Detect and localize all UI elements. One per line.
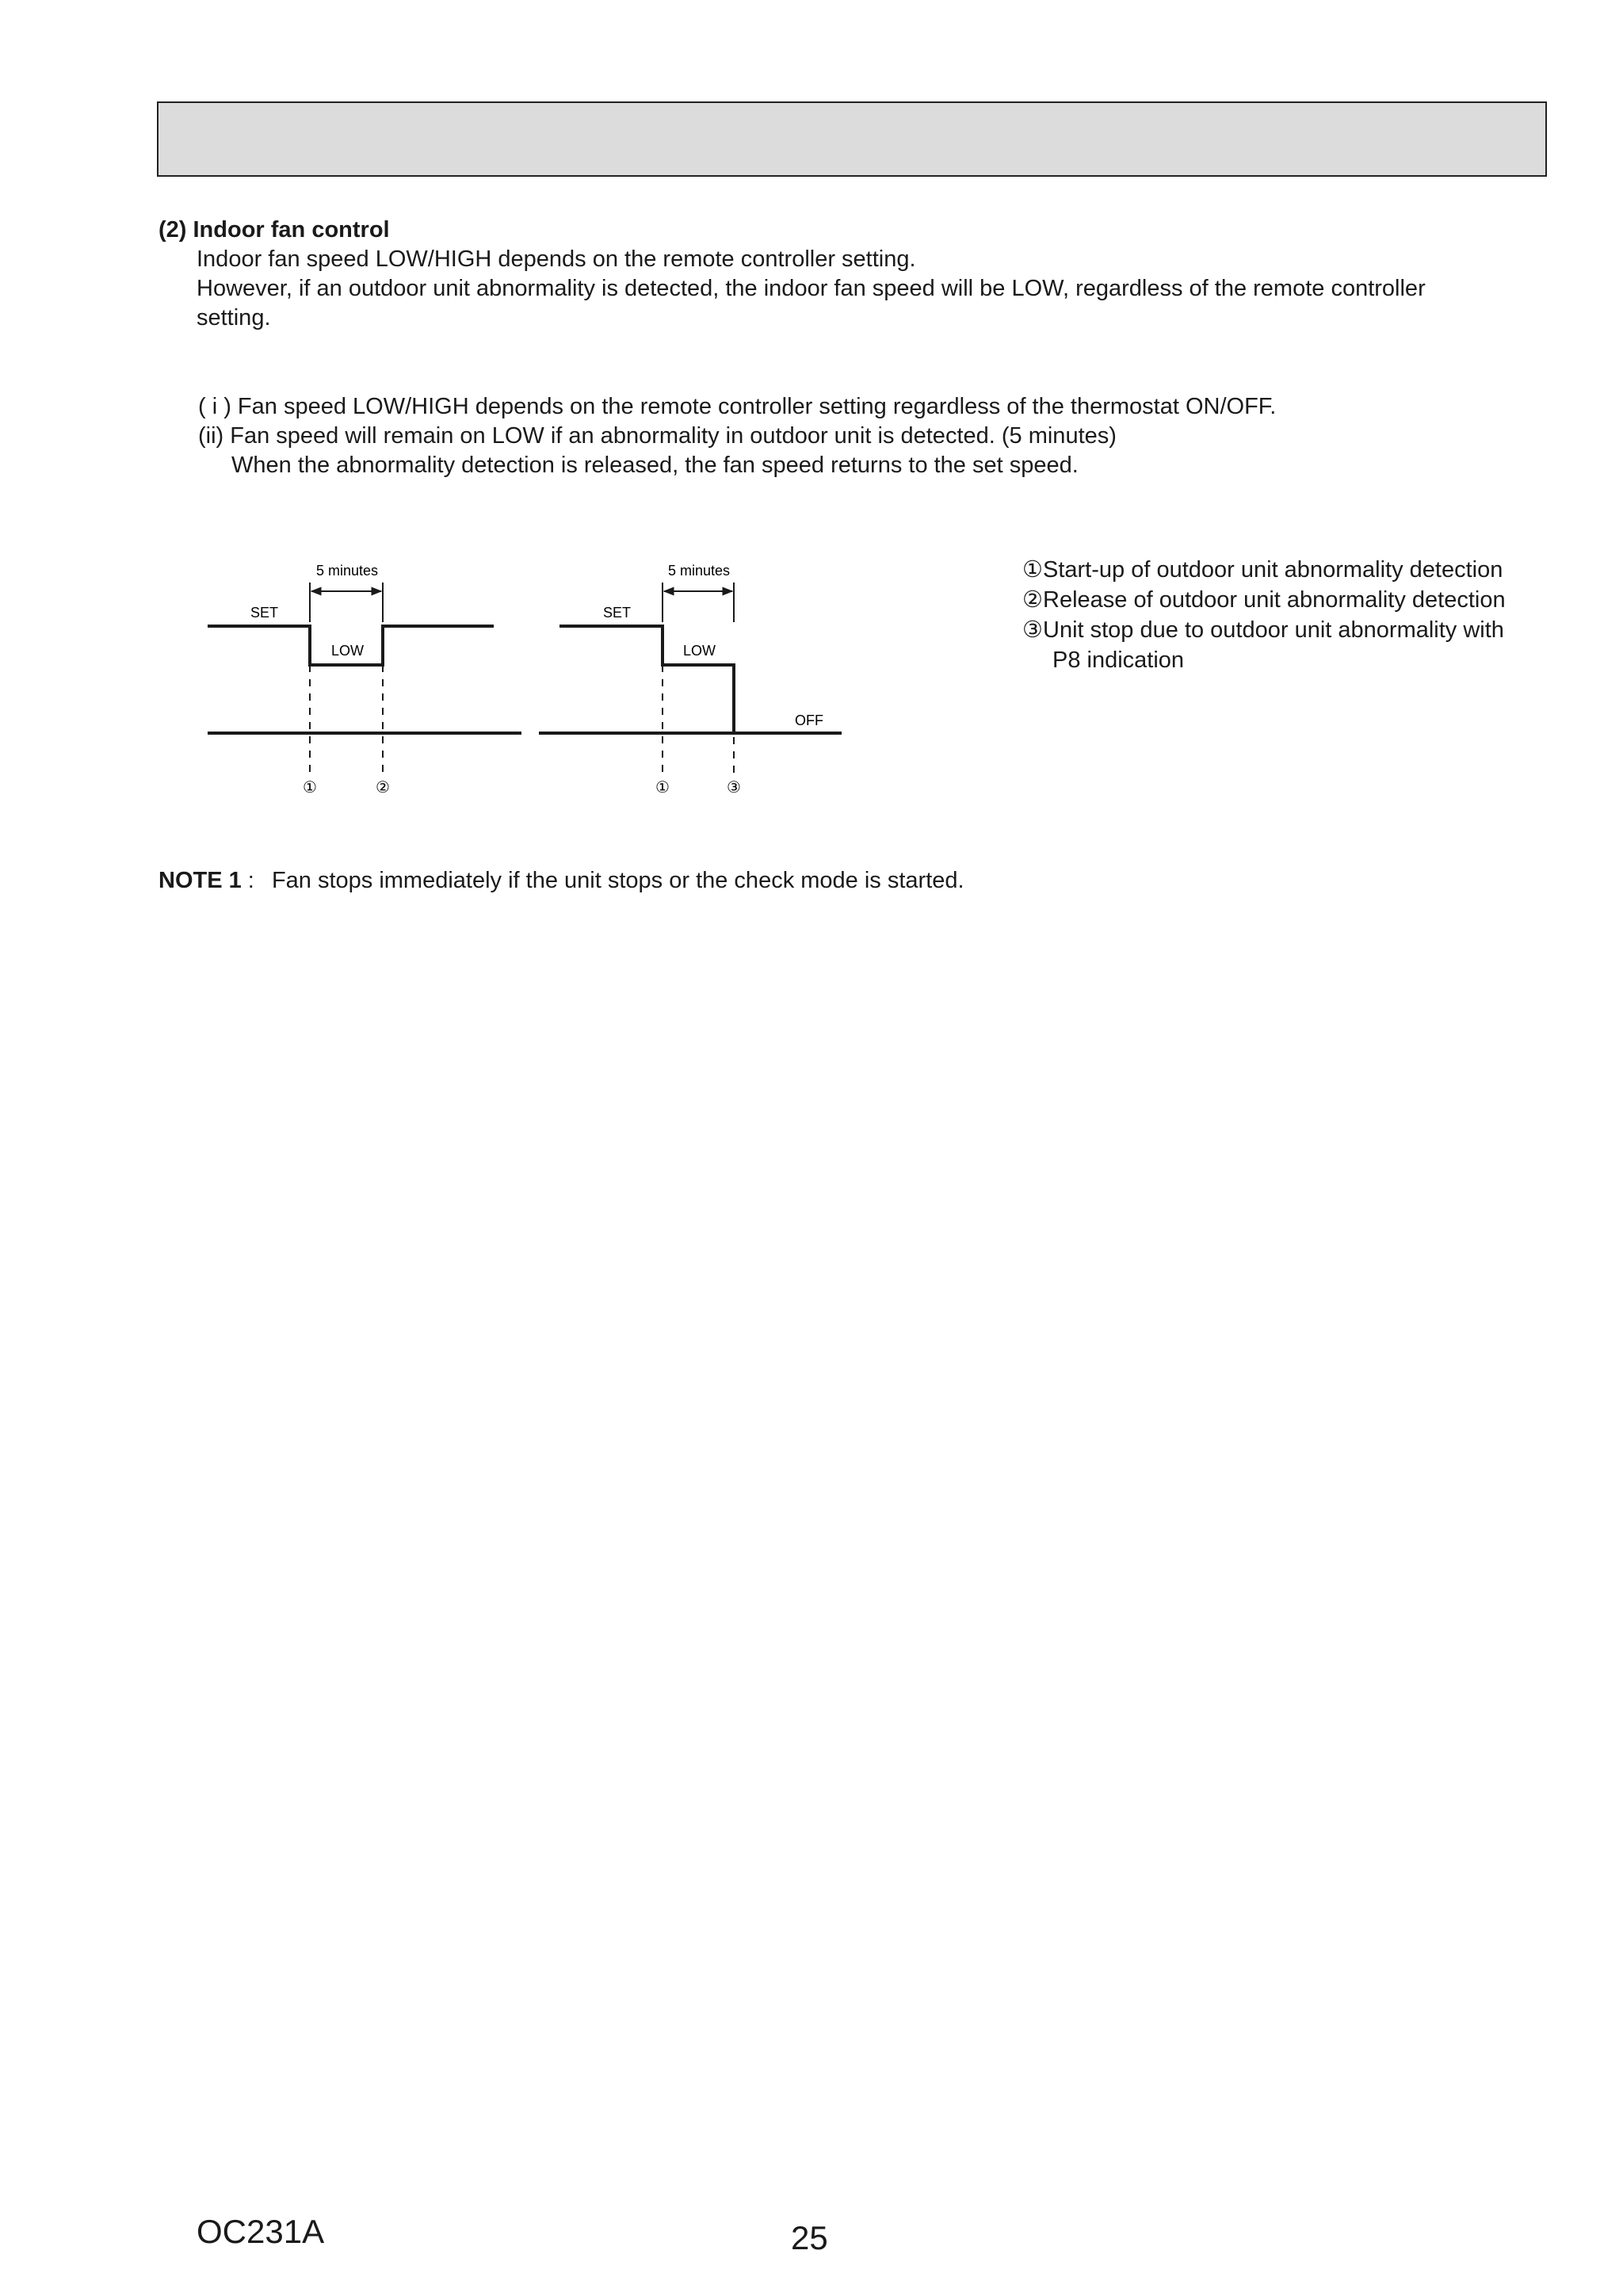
fan-timing-diagram bbox=[0, 0, 1623, 832]
duration-label: 5 minutes bbox=[667, 563, 731, 579]
note-separator: : bbox=[241, 868, 254, 893]
intro-line-2: However, if an outdoor unit abnormality is detected, the indoor fan speed will be LOW, regardless of the remote controller bbox=[197, 276, 1426, 301]
marker-1: ① bbox=[655, 777, 670, 797]
timing-diagram-right bbox=[539, 563, 842, 797]
condition-item-2-continued: When the abnormality detection is released, the fan speed returns to the set speed. bbox=[231, 453, 1079, 478]
low-label: LOW bbox=[331, 643, 365, 659]
marker-2: ② bbox=[376, 777, 390, 797]
set-label: SET bbox=[603, 605, 632, 621]
note-1 bbox=[158, 866, 964, 896]
model-code: OC231A bbox=[197, 2213, 325, 2250]
note-label: NOTE 1 bbox=[158, 868, 242, 893]
intro-line-1: Indoor fan speed LOW/HIGH depends on the remote controller setting. bbox=[197, 246, 916, 272]
marker-1: ① bbox=[303, 777, 317, 797]
condition-item-2: (ii) Fan speed will remain on LOW if an abnormality in outdoor unit is detected. (5 minutes) bbox=[198, 423, 1117, 449]
legend-item-3: ③Unit stop due to outdoor unit abnormality with bbox=[1022, 617, 1504, 643]
diagram-legend bbox=[1022, 555, 1506, 675]
legend-item-1: ①Start-up of outdoor unit abnormality detection bbox=[1022, 557, 1503, 583]
legend-item-3-continued: P8 indication bbox=[1052, 648, 1185, 673]
condition-item-1: ( i ) Fan speed LOW/HIGH depends on the remote controller setting regardless of the thermostat ON/OFF. bbox=[198, 394, 1277, 419]
set-label: SET bbox=[250, 605, 279, 621]
duration-label: 5 minutes bbox=[315, 563, 379, 579]
low-label: LOW bbox=[683, 643, 716, 659]
timing-diagram-left bbox=[208, 563, 521, 797]
note-text: Fan stops immediately if the unit stops or the check mode is started. bbox=[271, 868, 964, 893]
intro-line-3: setting. bbox=[197, 305, 271, 330]
marker-3: ③ bbox=[727, 777, 741, 797]
page-number: 25 bbox=[791, 2219, 828, 2256]
section-heading: (2) Indoor fan control bbox=[158, 217, 390, 243]
off-label: OFF bbox=[795, 712, 823, 728]
legend-item-2: ②Release of outdoor unit abnormality detection bbox=[1022, 587, 1506, 613]
